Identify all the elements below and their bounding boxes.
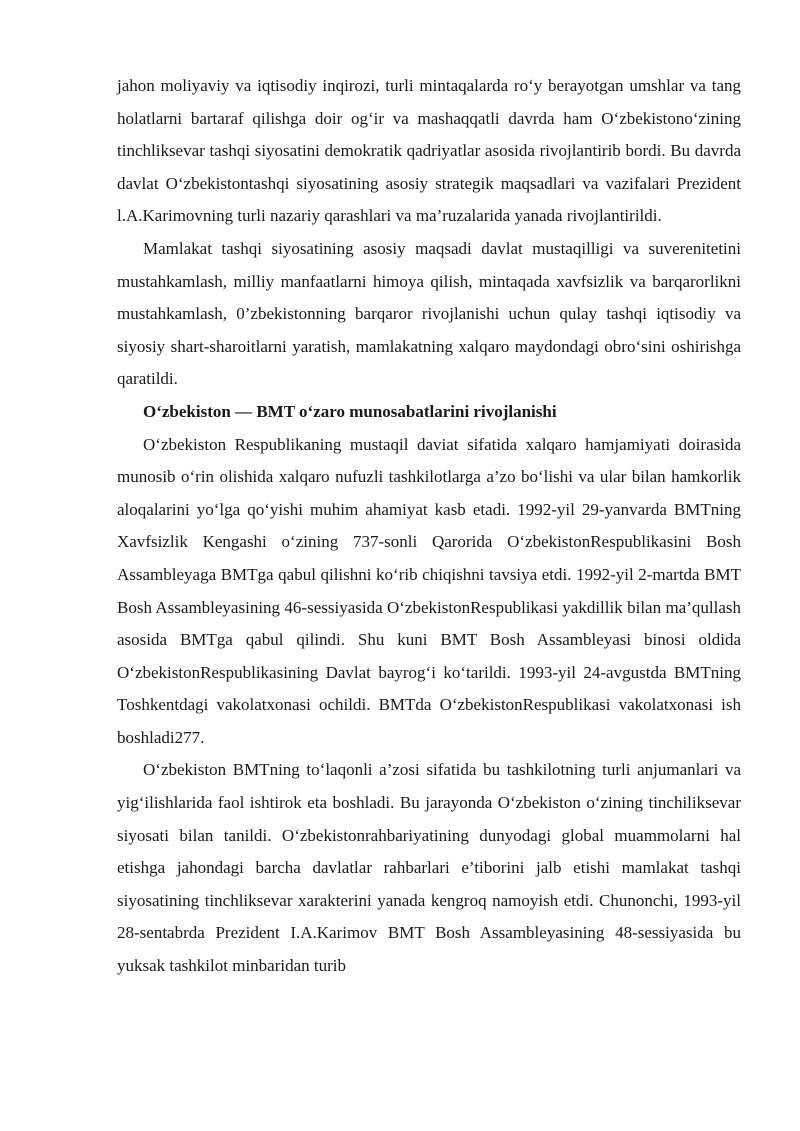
section-heading: O‘zbekiston — BMT o‘zaro munosabatlarini rivojlanishi: [143, 401, 557, 421]
paragraph-4: O‘zbekiston BMTning to‘laqonli a’zosi sifatida bu tashkilotning turli anjumanlari va yig‘ilishlarida faol ishtirok eta boshladi. Bu jarayonda O‘zbekiston o‘zining tinchiliksevar siyosati bilan tanildi. O‘zbekistonrahbariyatining dunyodagi global muammolarni hal etishga jahondagi barcha davlatlar rahbarlari e’tiborini jalb etishi mamlakat tashqi siyosatining tinchliksevar xarakterini yanada kengroq namoyish etdi. Chunonchi, 1993-yil 28-sentabrda Prezident I.A.Karimov BMT Bosh Assambleyasining 48-sessiyasida bu yuksak tashkilot minbaridan turib: [117, 760, 741, 976]
document-page: [117, 70, 741, 983]
paragraph-1: jahon moliyaviy va iqtisodiy inqirozi, turli mintaqalarda ro‘y berayotgan umshlar va tang holatlarni bartaraf qilishga doir og‘ir va mashaqqatli davrda ham O‘zbekistono‘zining tinchliksevar tashqi siyosatini demokratik qadriyatlar asosida rivojlantirib bordi. Bu davrda davlat O‘zbekistontashqi siyosatining asosiy strategik maqsadlari va vazifalari Prezident l.A.Karimovning turli nazariy qarashlari va ma’ruzalarida yanada rivojlantirildi.: [117, 76, 741, 226]
paragraph-2: Mamlakat tashqi siyosatining asosiy maqsadi davlat mustaqilligi va suverenitetini mustahkamlash, milliy manfaatlarni himoya qilish, mintaqada xavfsizlik va barqarorlikni mustahkamlash, 0’zbekistonning barqaror rivojlanishi uchun qulay tashqi iqtisodiy va siyosiy shart-sharoitlarni yaratish, mamlakatning xalqaro maydondagi obro‘sini oshirishga qaratildi.: [117, 238, 741, 389]
paragraph-3: O‘zbekiston Respublikaning mustaqil daviat sifatida xalqaro hamjamiyati doirasida munosib o‘rin olishida xalqaro nufuzli tashkilotlarga a’zo bo‘lishi va ular bilan hamkorlik aloqalarini yo‘lga qo‘yishi muhim ahamiyat kasb etadi. 1992-yil 29-yanvarda BMTning Xavfsizlik Kengashi o‘zining 737-sonli Qarorida O‘zbekistonRespublikasini Bosh Assambleyaga BMTga qabul qilishni ko‘rib chiqishni tavsiya etdi. 1992-yil 2-martda BMT Bosh Assambleyasining 46-sessiyasida O‘zbekistonRespublikasi yakdillik bilan ma’qullash asosida BMTga qabul qilindi. Shu kuni BMT Bosh Assambleyasi binosi oldida O‘zbekistonRespublikasining Davlat bayrog‘i ko‘tarildi. 1993-yil 24-avgustda BMTning Toshkentdagi vakolatxonasi ochildi. BMTda O‘zbekistonRespublikasi vakolatxonasi ish boshladi277.: [117, 434, 741, 747]
